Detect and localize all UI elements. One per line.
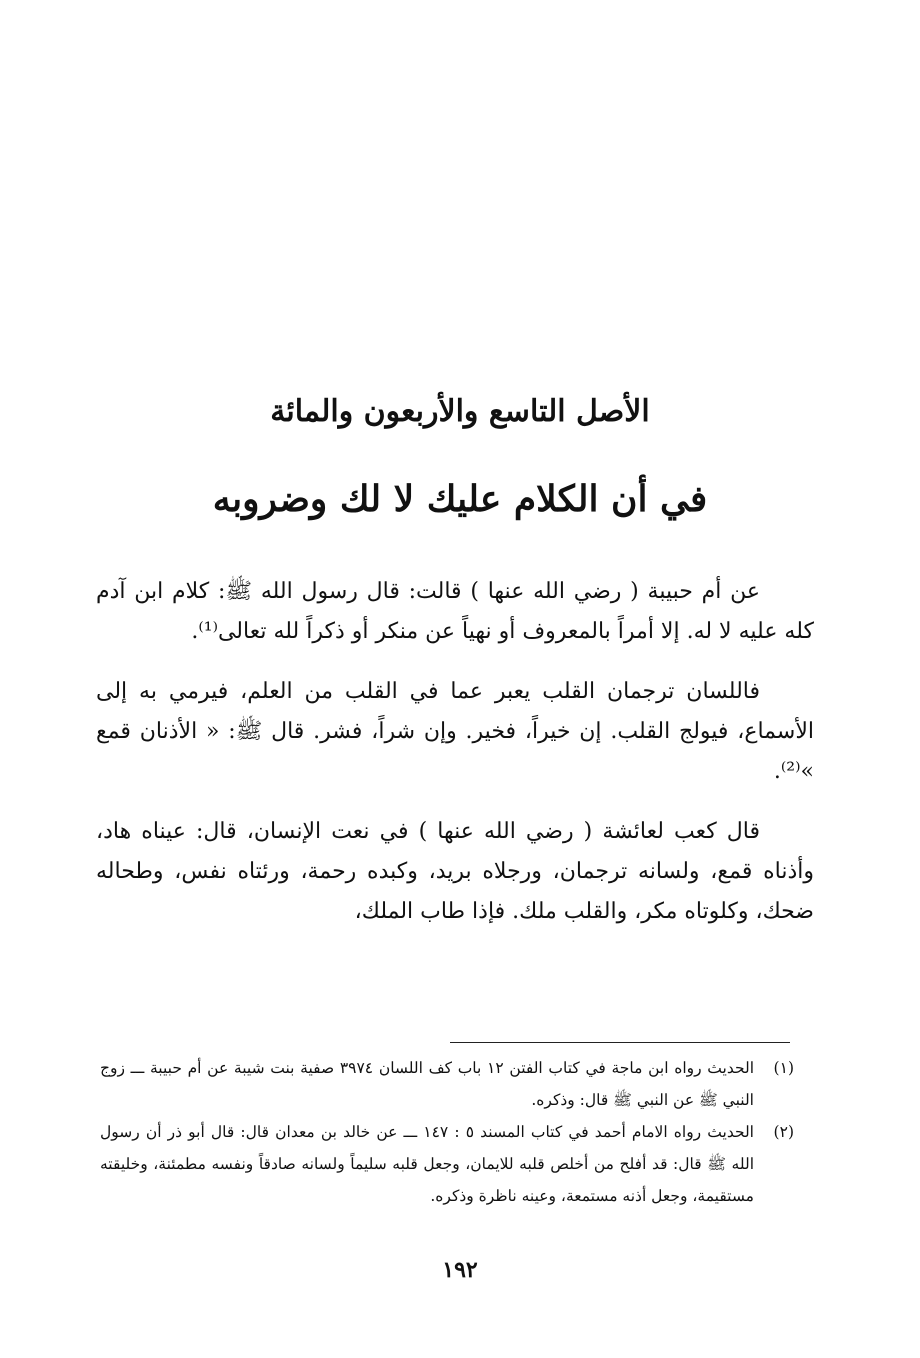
paragraph-1: عن أم حبيبة ( رضي الله عنها ) قالت: قال رسول الله ﷺ: كلام ابن آدم كله عليه لا له. إلا أمراً بالمعروف أو نهياً عن منكر أو ذكراً لله تعالى⁽¹⁾. xyxy=(96,579,814,644)
chapter-title: الأصل التاسع والأربعون والمائة xyxy=(270,394,650,429)
footnote-divider xyxy=(450,1042,790,1043)
footnote-text: الحديث رواه الامام أحمد في كتاب المسند ٥ : ١٤٧ ـــ عن خالد بن معدان قال: قال أبو ذر أن رسول الله ﷺ قال: قد أفلح من أخلص قلبه للايمان، وجعل قلبه سليماً ولسانه صادقاً ونفسه مطمئنة، وخليقته مستقيمة، وجعل أذنه مستمعة، وعينه ناظرة وذكره. xyxy=(100,1123,754,1205)
footnote-text: الحديث رواه ابن ماجة في كتاب الفتن ١٢ باب كف اللسان ٣٩٧٤ صفية بنت شيبة عن أم حبيبة ـــ زوج النبي ﷺ عن النبي ﷺ قال: وذكره. xyxy=(100,1059,754,1109)
chapter-subtitle: في أن الكلام عليك لا لك وضروبه xyxy=(212,478,708,520)
page-number: ١٩٢ xyxy=(442,1257,478,1283)
paragraph-2: فاللسان ترجمان القلب يعبر عما في القلب من العلم، فيرمي به إلى الأسماع، فيولج القلب. إن خيراً، فخير. وإن شراً، فشر. قال ﷺ: « الأذنان قمع »⁽²⁾. xyxy=(96,679,814,784)
footnote-marker: (١) xyxy=(773,1059,794,1077)
footnote-2 xyxy=(100,1116,794,1212)
paragraph-3: قال كعب لعائشة ( رضي الله عنها ) في نعت الإنسان، قال: عيناه هاد، وأذناه قمع، ولسانه ترجمان، ورجلاه بريد، وكبده رحمة، ورئتاه نفس، وطحاله ضحك، وكلوتاه مكر، والقلب ملك. فإذا طاب الملك، xyxy=(96,819,814,924)
footnotes xyxy=(100,1052,794,1212)
footnote-1 xyxy=(100,1052,794,1116)
main-text xyxy=(96,572,814,952)
footnote-marker: (٢) xyxy=(773,1123,794,1141)
